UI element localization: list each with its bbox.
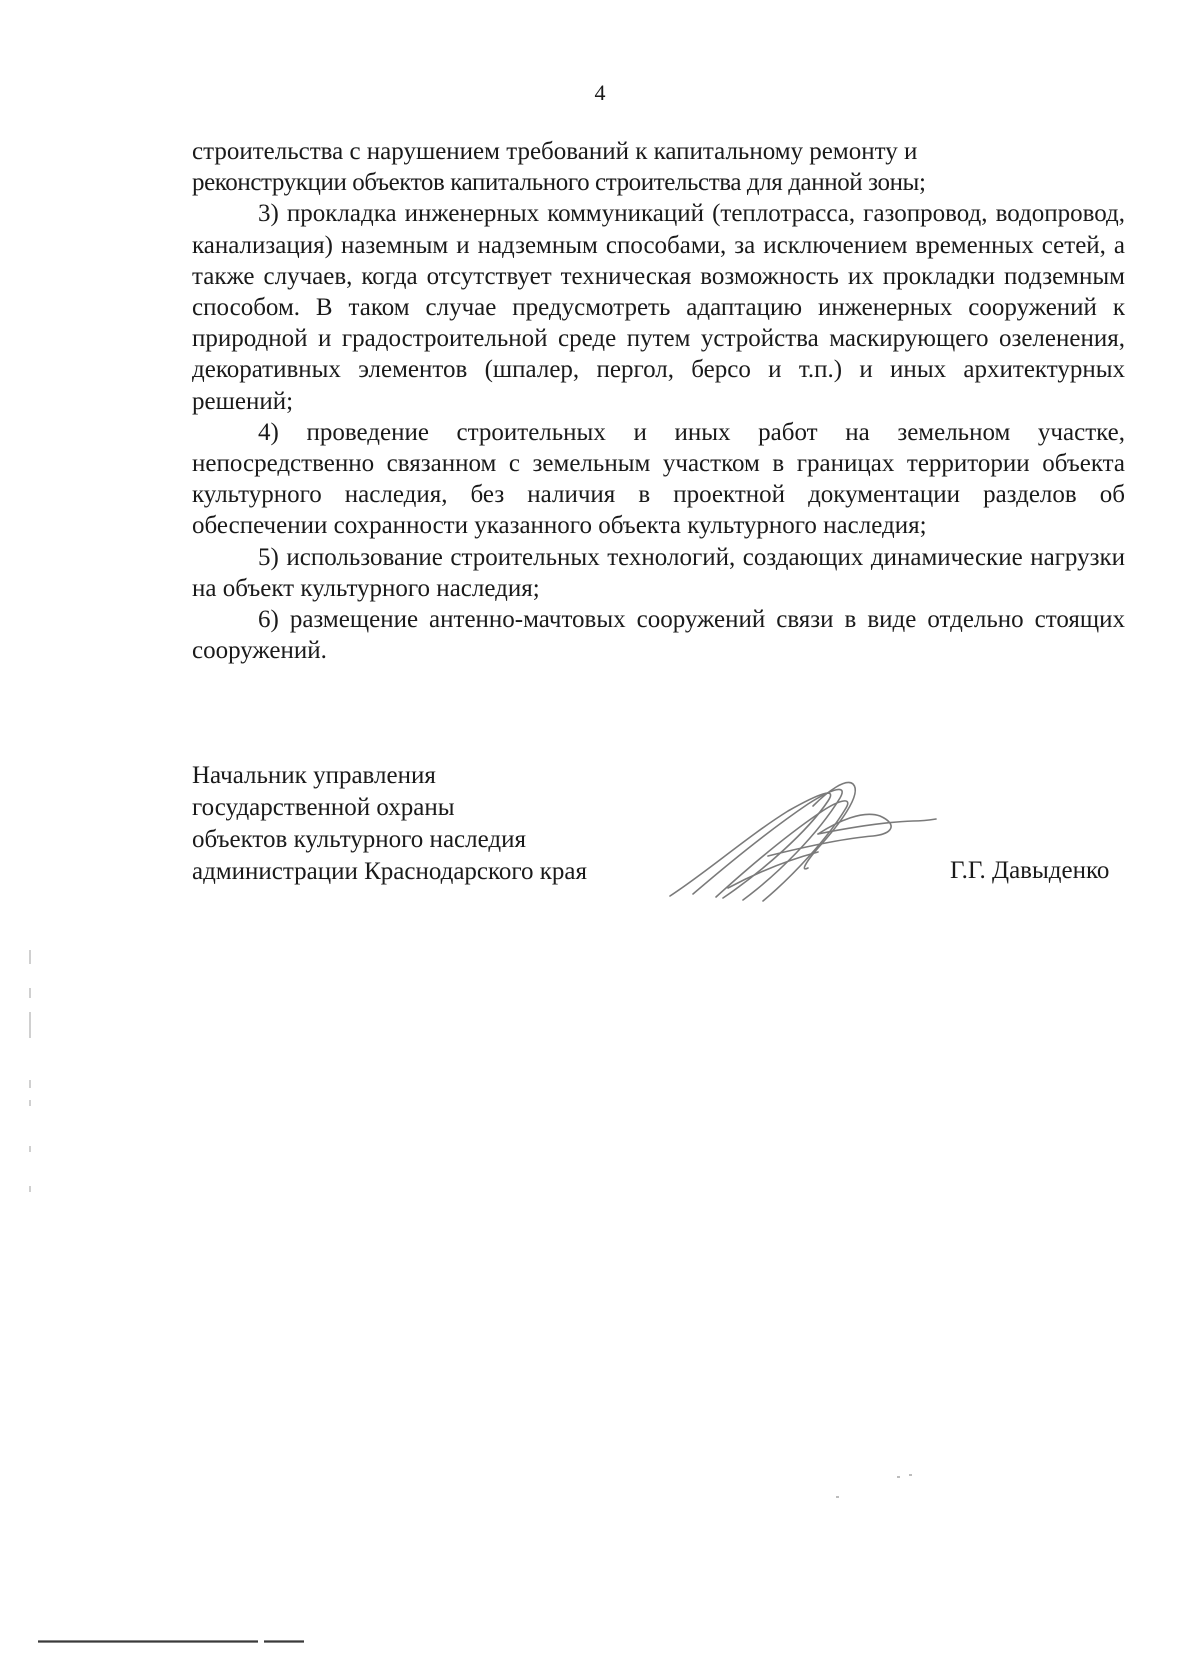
paragraph-continuation-second-line: реконструкции объектов капитального строительства для данной зоны; [192,169,926,197]
position-line-3: объектов культурного наследия [192,826,526,853]
handwritten-signature-icon [668,776,938,906]
scan-margin-marks [28,950,32,1200]
paragraph-continuation-first-line: строительства с нарушением требований к капитальному ремонту и [192,138,918,165]
list-item-4: 4) проведение строительных и иных работ на земельном участке, непосредственно связанном с земельным участком в границах территории объекта культурного наследия, без наличия в проектной документации разделов об обеспечении сохранности указанного объекта культурного наследия; [192,418,1125,540]
list-item-3: 3) прокладка инженерных коммуникаций (теплотрасса, газопровод, водопровод, канализация) наземным и надземным способами, за исключением временных сетей, а также случаев, когда отсутствует техническая возможность их прокладки подземным способом. В таком случае предусмотреть адаптацию инженерных сооружений к природной и градостроительной среде путем устройства маскирующего озеленения, декоративных элементов (шпалер, пергол, берсо и т.п.) и иных архитектурных решений; [192,200,1125,415]
position-line-1: Начальник управления [192,762,436,789]
scan-speck [897,1476,900,1478]
scan-speck [836,1496,839,1498]
signatory-position [192,760,587,888]
document-body [192,136,1125,666]
page-number: 4 [594,80,606,105]
scan-speck [909,1474,912,1476]
position-line-2: государственной охраны [192,794,455,821]
signatory-name: Г.Г. Давыденко [950,857,1110,884]
list-item-5: 5) использование строительных технологий, создающих динамические нагрузки на объект культурного наследия; [192,543,1125,602]
scan-edge-line [38,1640,308,1643]
list-item-6: 6) размещение антенно-мачтовых сооружений связи в виде отдельно стоящих сооружений. [192,606,1125,665]
position-line-4: администрации Краснодарского края [192,858,588,885]
